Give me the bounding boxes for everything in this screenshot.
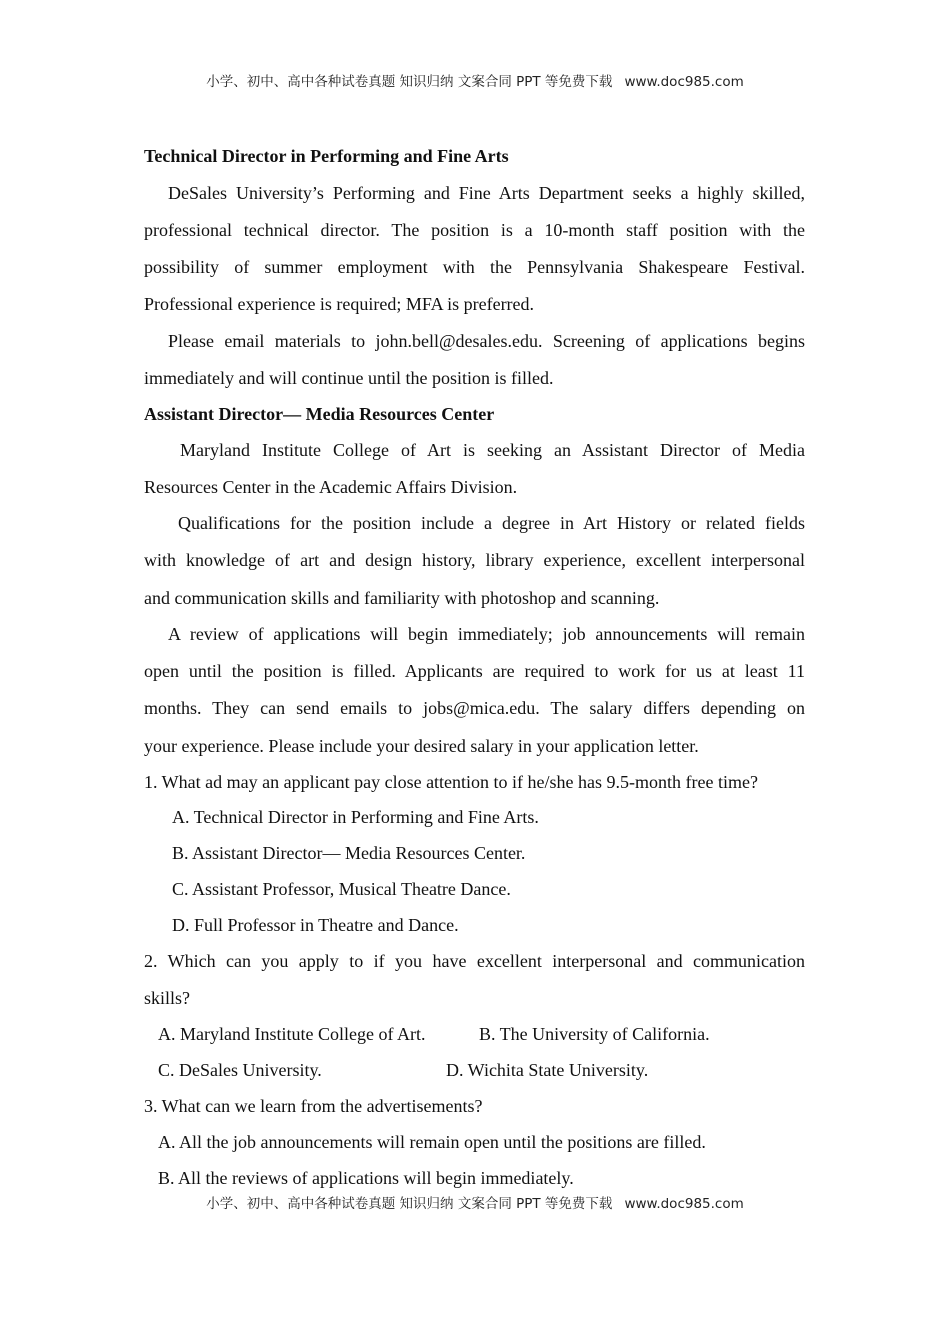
ad1-title: Technical Director in Performing and Fine Arts [144,146,509,166]
header-site-link[interactable]: www.doc985.com [624,74,744,90]
ad1-p2-line2: immediately and will continue until the position is filled. [144,368,554,388]
q2-options-row2 [158,1059,778,1081]
ad2-p1-line2: Resources Center in the Academic Affairs Division. [144,477,518,497]
q3-option-a: A. All the job announcements will remain open until the positions are filled. [158,1132,706,1152]
ad1-p1-line4: Professional experience is required; MFA is preferred. [144,294,535,314]
ad1-p2-line1: Please email materials to john.bell@desales.edu. Screening of applications begins [168,331,805,351]
page-footer [0,1192,950,1212]
page-header [0,70,950,90]
ad1-p1-line3: possibility of summer employment with the Pennsylvania Shakespeare Festival. [144,257,805,277]
q2-option-c: C. DeSales University. [158,1060,322,1080]
q2-stem-line1: 2. Which can you apply to if you have excellent interpersonal and communication [144,951,805,971]
q3-option-b: B. All the reviews of applications will begin immediately. [158,1168,574,1188]
ad2-p3-line3: months. They can send emails to jobs@mica.edu. The salary differs depending on [144,698,805,718]
q1-option-b: B. Assistant Director— Media Resources Center. [172,843,526,863]
q2-option-b: B. The University of California. [479,1024,710,1044]
ad1-p1-line2: professional technical director. The position is a 10-month staff position with the [144,220,805,240]
ad2-p3-line1: A review of applications will begin immediately; job announcements will remain [168,624,805,644]
footer-site-link[interactable]: www.doc985.com [624,1196,744,1212]
q2-stem-line2: skills? [144,988,191,1008]
q1-option-c: C. Assistant Professor, Musical Theatre Dance. [172,879,511,899]
footer-text: 小学、初中、高中各种试卷真题 知识归纳 文案合同 PPT 等免费下载 [206,1196,613,1212]
q2-option-a: A. Maryland Institute College of Art. [158,1024,426,1044]
q3-stem: 3. What can we learn from the advertisements? [144,1096,483,1116]
q1-option-a: A. Technical Director in Performing and Fine Arts. [172,807,539,827]
ad2-p2-line1: Qualifications for the position include a degree in Art History or related fields [178,513,805,533]
ad2-p3-line2: open until the position is filled. Applicants are required to work for us at least 11 [144,661,805,681]
q1-stem: 1. What ad may an applicant pay close attention to if he/she has 9.5-month free time? [144,772,758,792]
ad2-p3-line4: your experience. Please include your desired salary in your application letter. [144,736,699,756]
ad2-p1-line1: Maryland Institute College of Art is seeking an Assistant Director of Media [180,440,805,460]
header-text: 小学、初中、高中各种试卷真题 知识归纳 文案合同 PPT 等免费下载 [206,74,613,90]
ad2-p2-line3: and communication skills and familiarity with photoshop and scanning. [144,588,660,608]
q1-option-d: D. Full Professor in Theatre and Dance. [172,915,459,935]
ad2-title: Assistant Director— Media Resources Center [144,404,495,424]
q2-options-row1 [158,1023,778,1045]
ad1-p1-line1: DeSales University’s Performing and Fine Arts Department seeks a highly skilled, [168,183,805,203]
ad2-p2-line2: with knowledge of art and design history, library experience, excellent interpersonal [144,550,805,570]
q2-option-d: D. Wichita State University. [446,1060,649,1080]
